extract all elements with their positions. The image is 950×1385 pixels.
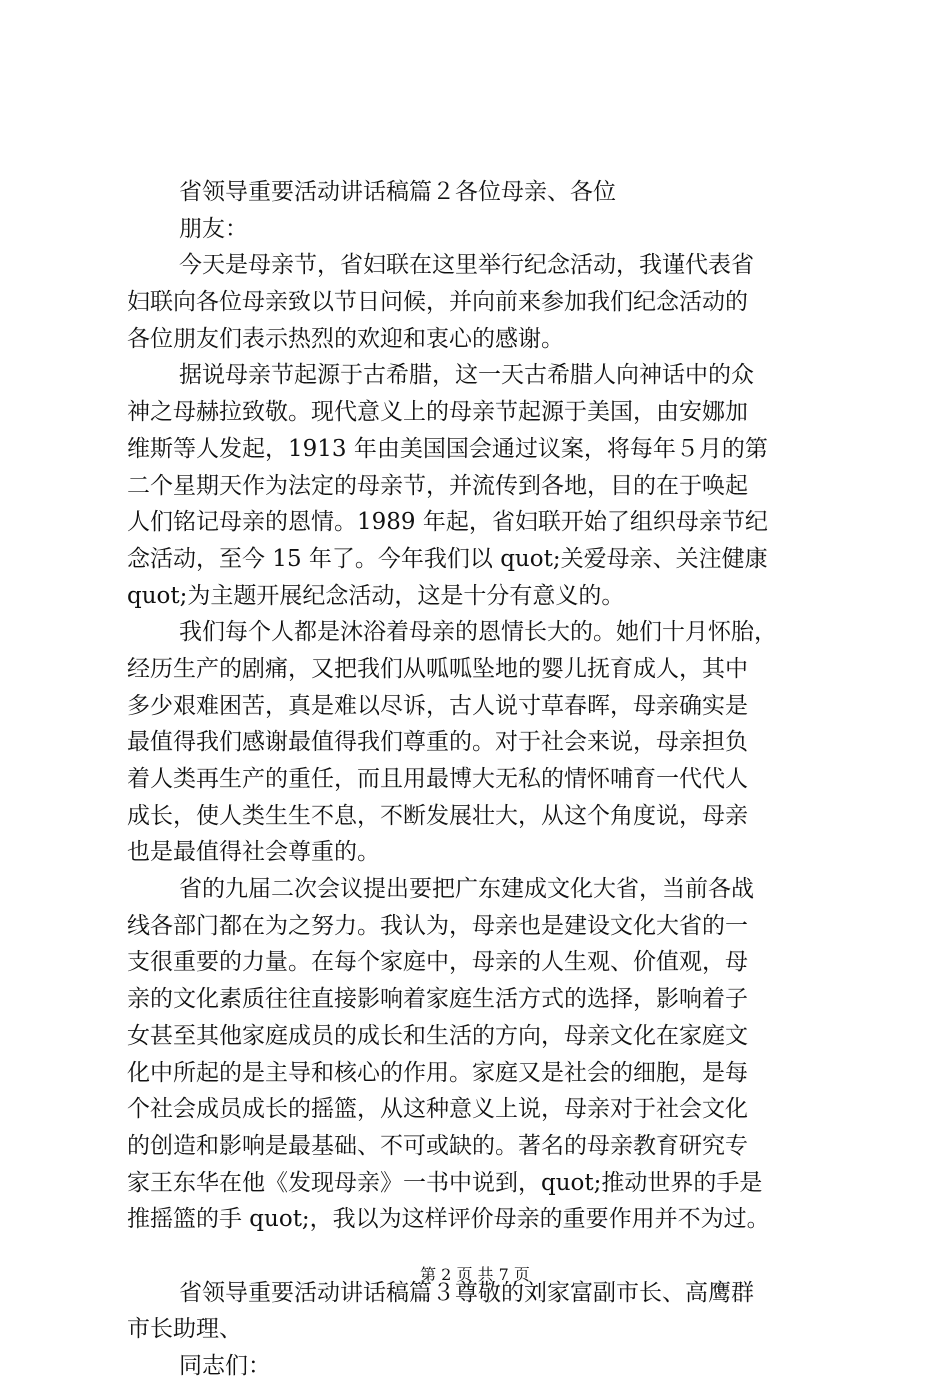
paragraph-line: 的创造和影响是最基础、不可或缺的。著名的母亲教育研究专	[127, 1132, 748, 1159]
paragraph-line: 支很重要的力量。在每个家庭中，母亲的人生观、价值观，母	[127, 949, 748, 976]
page-number-footer: 第 2 页 共 7 页	[420, 1265, 530, 1284]
salutation: 朋友：	[179, 215, 248, 242]
paragraph-line: 个社会成员成长的摇篮，从这种意义上说，母亲对于社会文化	[127, 1096, 748, 1123]
paragraph-line: 省的九届二次会议提出要把广东建成文化大省，当前各战	[179, 876, 754, 903]
paragraph-line: 神之母赫拉致敬。现代意义上的母亲节起源于美国，由安娜加	[127, 399, 748, 426]
paragraph-line: 我们每个人都是沐浴着母亲的恩情长大的。她们十月怀胎，	[179, 619, 777, 646]
paragraph-line: 家王东华在他《发现母亲》一书中说到，quot;推动世界的手是	[127, 1169, 763, 1196]
document-body	[127, 174, 839, 1385]
paragraph-line: 妇联向各位母亲致以节日问候，并向前来参加我们纪念活动的	[127, 289, 748, 316]
paragraph-line: 最值得我们感谢最值得我们尊重的。对于社会来说，母亲担负	[127, 729, 748, 756]
paragraph-line: 人们铭记母亲的恩情。1989 年起，省妇联开始了组织母亲节纪	[127, 509, 768, 536]
paragraph-line: 亲的文化素质往往直接影响着家庭生活方式的选择，影响着子	[127, 986, 748, 1013]
paragraph-line: 成长，使人类生生不息，不断发展壮大，从这个角度说，母亲	[127, 802, 748, 829]
paragraph-line: 市长助理、	[127, 1316, 242, 1343]
paragraph-line: 着人类再生产的重任，而且用最博大无私的情怀哺育一代代人	[127, 766, 748, 792]
paragraph-line: 多少艰难困苦，真是难以尽诉，古人说寸草春晖，母亲确实是	[127, 692, 748, 719]
paragraph-line: 女甚至其他家庭成员的成长和生活的方向，母亲文化在家庭文	[127, 1022, 748, 1049]
paragraph-line: 线各部门都在为之努力。我认为，母亲也是建设文化大省的一	[127, 912, 748, 939]
section-heading: 省领导重要活动讲话稿篇３尊敬的刘家富副市长、高鹰群	[179, 1279, 754, 1306]
paragraph-line: 经历生产的剧痛，又把我们从呱呱坠地的婴儿抚育成人，其中	[127, 655, 748, 682]
paragraph-line: quot;为主题开展纪念活动，这是十分有意义的。	[127, 582, 625, 609]
paragraph-line: 念活动，至今 15 年了。今年我们以 quot;关爱母亲、关注健康	[127, 545, 768, 572]
salutation: 同志们：	[179, 1353, 271, 1379]
paragraph-line: 也是最值得社会尊重的。	[127, 839, 380, 866]
paragraph-line: 推摇篮的手 quot;，我以为这样评价母亲的重要作用并不为过。	[127, 1206, 770, 1233]
paragraph-line: 化中所起的是主导和核心的作用。家庭又是社会的细胞，是每	[127, 1059, 748, 1086]
paragraph-line: 维斯等人发起，1913 年由美国国会通过议案，将每年５月的第	[127, 435, 768, 462]
paragraph-line: 二个星期天作为法定的母亲节，并流传到各地，目的在于唤起	[127, 472, 748, 499]
paragraph-line: 据说母亲节起源于古希腊，这一天古希腊人向神话中的众	[179, 362, 754, 389]
paragraph-line: 各位朋友们表示热烈的欢迎和衷心的感谢。	[127, 325, 564, 352]
paragraph-line: 今天是母亲节，省妇联在这里举行纪念活动，我谨代表省	[179, 252, 754, 279]
section-heading: 省领导重要活动讲话稿篇２各位母亲、各位	[179, 179, 616, 205]
